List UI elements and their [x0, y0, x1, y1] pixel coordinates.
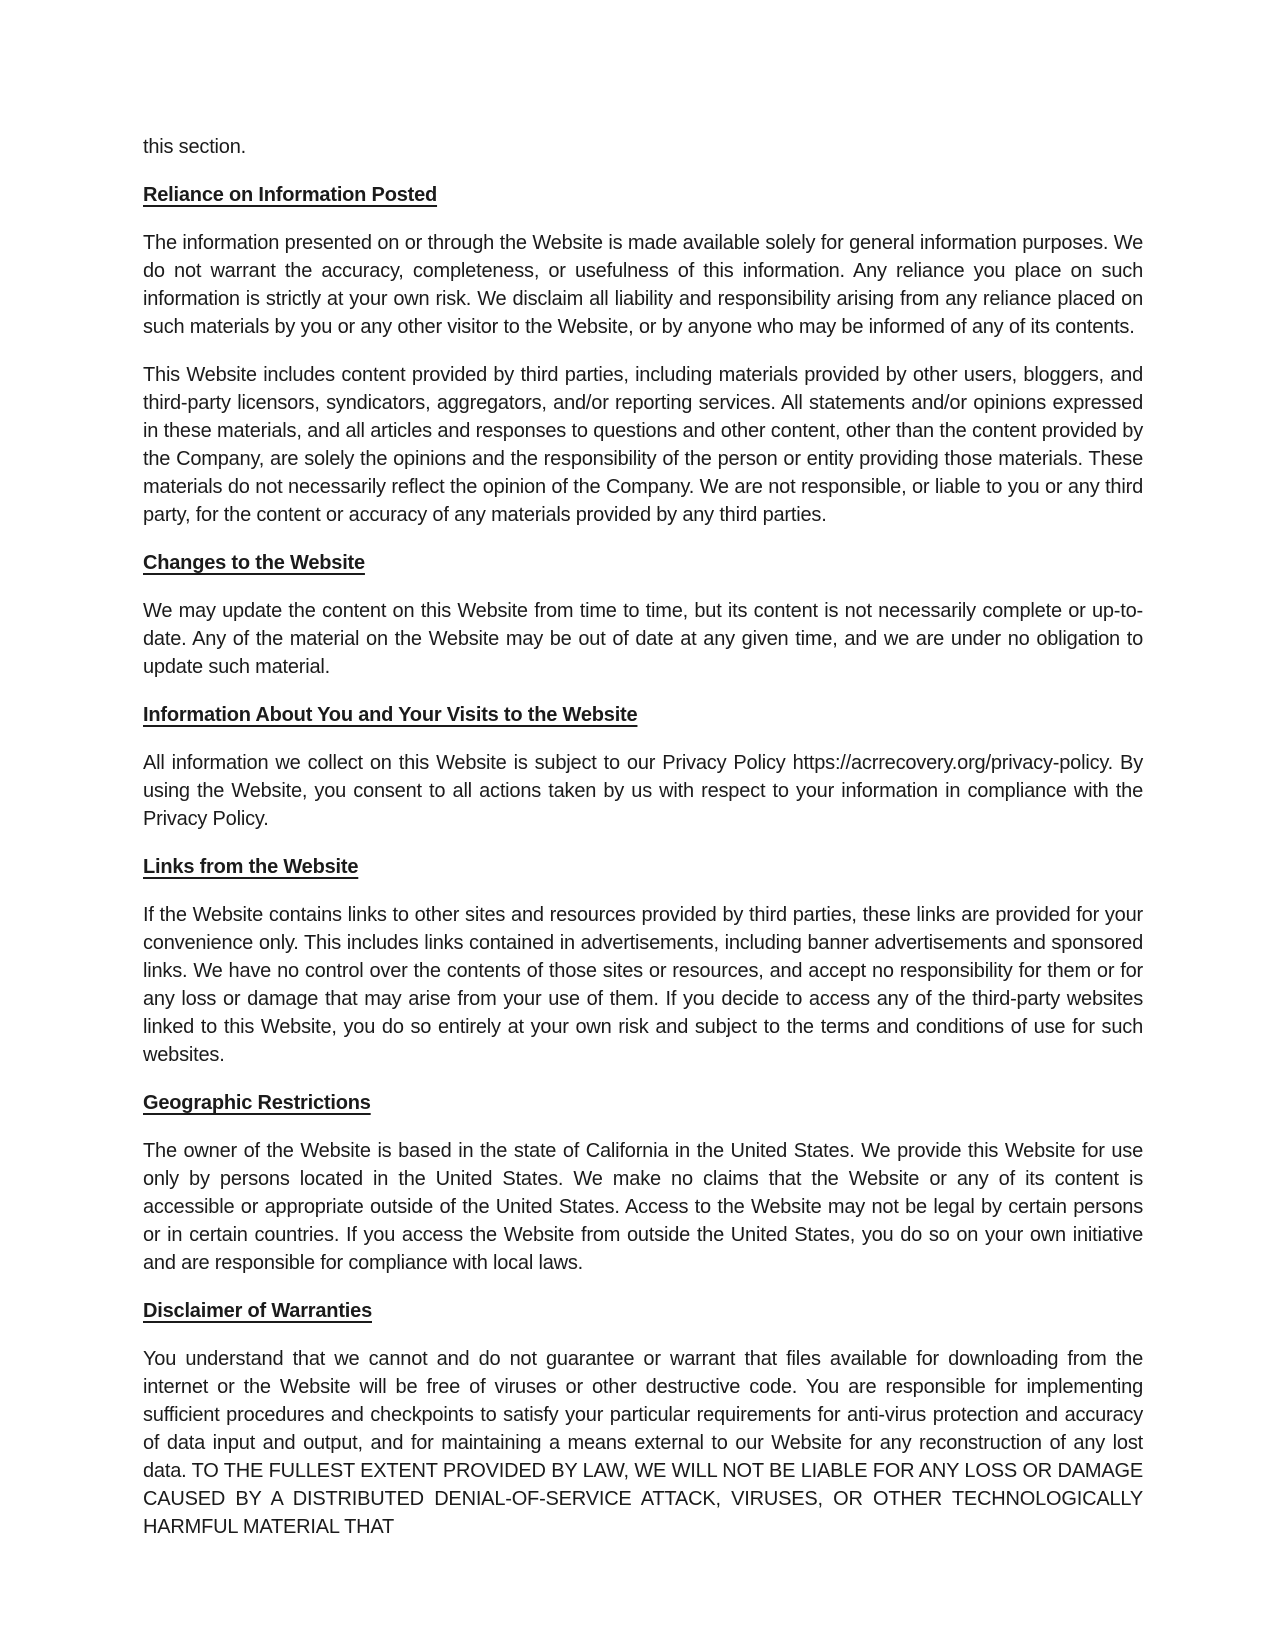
- paragraph: If the Website contains links to other sites and resources provided by third parties, these links are provided for your convenience only. This includes links contained in advertisements, including banner advertisements and sponsored links. We have no control over the contents of those sites or resources, and accept no responsibility for them or for any loss or damage that may arise from your use of them. If you decide to access any of the third-party websites linked to this Website, you do so entirely at your own risk and subject to the terms and conditions of use for such websites.: [143, 904, 1143, 1066]
- heading-links-from-the-website: Links from the Website: [143, 856, 359, 878]
- section-links-from-the-website: [143, 853, 1143, 1069]
- heading-disclaimer-of-warranties: Disclaimer of Warranties: [143, 1300, 372, 1322]
- heading-changes-to-the-website: Changes to the Website: [143, 552, 365, 574]
- section-information-about-you: [143, 701, 1143, 833]
- section-changes-to-the-website: [143, 549, 1143, 681]
- terms-document-body: [143, 133, 1143, 1561]
- paragraph: The owner of the Website is based in the state of California in the United States. We provide this Website for use only by persons located in the United States. We make no claims that the Website or any of its content is accessible or appropriate outside of the United States. Access to the Website may not be legal by certain persons or in certain countries. If you access the Website from outside the United States, you do so on your own initiative and are responsible for compliance with local laws.: [143, 1140, 1143, 1274]
- section-geographic-restrictions: [143, 1089, 1143, 1277]
- section-disclaimer-of-warranties: [143, 1297, 1143, 1541]
- heading-reliance-on-information-posted: Reliance on Information Posted: [143, 184, 438, 206]
- heading-geographic-restrictions: Geographic Restrictions: [143, 1092, 371, 1114]
- section-reliance-on-information-posted: [143, 181, 1143, 529]
- paragraph: You understand that we cannot and do not guarantee or warrant that files available for downloading from the internet or the Website will be free of viruses or other destructive code. You are responsible for implementing sufficient procedures and checkpoints to satisfy your particular requirements for anti-virus protection and accuracy of data input and output, and for maintaining a means external to our Website for any reconstruction of any lost data. TO THE FULLEST EXTENT PROVIDED BY LAW, WE WILL NOT BE LIABLE FOR ANY LOSS OR DAMAGE CAUSED BY A DISTRIBUTED DENIAL-OF-SERVICE ATTACK, VIRUSES, OR OTHER TECHNOLOGICALLY HARMFUL MATERIAL THAT: [143, 1348, 1143, 1538]
- paragraph: The information presented on or through the Website is made available solely for general information purposes. We do not warrant the accuracy, completeness, or usefulness of this information. Any reliance you place on such information is strictly at your own risk. We disclaim all liability and responsibility arising from any reliance placed on such materials by you or any other visitor to the Website, or by anyone who may be informed of any of its contents.: [143, 232, 1143, 338]
- heading-information-about-you: Information About You and Your Visits to the Website: [143, 704, 638, 726]
- paragraph: All information we collect on this Website is subject to our Privacy Policy https://acrrecovery.org/privacy-policy. By using the Website, you consent to all actions taken by us with respect to your information in compliance with the Privacy Policy.: [143, 752, 1143, 830]
- paragraph: We may update the content on this Website from time to time, but its content is not necessarily complete or up-to-date. Any of the material on the Website may be out of date at any given time, and we are under no obligation to update such material.: [143, 600, 1143, 678]
- paragraph: This Website includes content provided by third parties, including materials provided by other users, bloggers, and third-party licensors, syndicators, aggregators, and/or reporting services. All statements and/or opinions expressed in these materials, and all articles and responses to questions and other content, other than the content provided by the Company, are solely the opinions and the responsibility of the person or entity providing those materials. These materials do not necessarily reflect the opinion of the Company. We are not responsible, or liable to you or any third party, for the content or accuracy of any materials provided by any third parties.: [143, 364, 1143, 526]
- intro-fragment: this section.: [143, 136, 247, 158]
